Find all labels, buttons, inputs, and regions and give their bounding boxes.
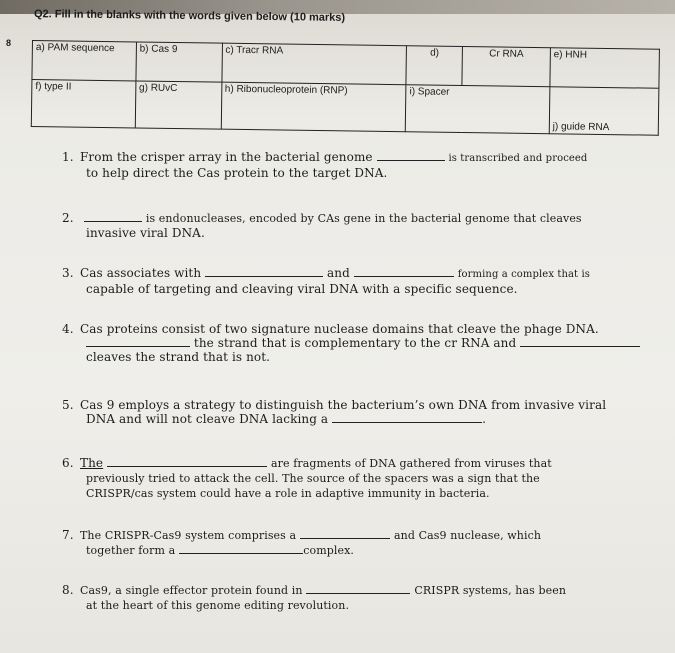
word-bank-cell: e) HNH	[550, 48, 660, 89]
question-number: 5.	[62, 398, 74, 412]
question-text: to help direct the Cas protein to the target DNA.	[86, 166, 388, 180]
question-text: Cas 9 employs a strategy to distinguish the bacterium’s own DNA from invasive viral	[80, 398, 607, 412]
word-bank-cell: g) RUvC	[135, 81, 221, 129]
answer-blank[interactable]	[84, 211, 142, 222]
question-number: 8.	[62, 583, 74, 597]
question-1	[62, 150, 662, 180]
question-5	[62, 398, 667, 426]
answer-blank[interactable]	[86, 336, 190, 347]
question-title: Q2. Fill in the blanks with the words given below (10 marks)	[33, 8, 346, 24]
question-6	[62, 456, 637, 501]
question-text: complex.	[303, 544, 355, 557]
word-bank-cell: h) Ribonucleoprotein (RNP)	[221, 82, 406, 132]
question-text: DNA and will not cleave DNA lacking a	[86, 412, 329, 426]
question-text: the strand that is complementary to the cr RNA and	[193, 336, 517, 350]
question-text: and Cas9 nuclease, which	[394, 529, 542, 542]
question-2	[62, 211, 662, 240]
question-text: The	[80, 456, 104, 470]
question-text: previously tried to attack the cell. The source of the spacers was a sign that the	[86, 472, 540, 485]
question-8	[62, 583, 647, 613]
question-number: 3.	[62, 266, 74, 280]
answer-blank[interactable]	[520, 336, 640, 347]
question-number: 6.	[62, 456, 74, 470]
answer-blank[interactable]	[377, 150, 445, 161]
word-bank-cell: j) guide RNA	[549, 87, 659, 136]
answer-blank[interactable]	[300, 528, 390, 539]
question-text: From the crisper array in the bacterial genome	[80, 150, 373, 164]
question-3	[62, 266, 662, 296]
word-bank-row	[31, 80, 659, 136]
answer-blank[interactable]	[179, 543, 303, 554]
question-text: CRISPR/cas system could have a role in adaptive immunity in bacteria.	[86, 487, 490, 500]
word-bank-cell: Cr RNA	[462, 47, 550, 87]
question-number: 7.	[62, 528, 74, 542]
word-bank-cell: d)	[406, 46, 463, 86]
answer-blank[interactable]	[107, 456, 267, 467]
answer-blank[interactable]	[306, 583, 410, 594]
question-text: and	[327, 266, 350, 280]
answer-blank[interactable]	[332, 412, 482, 423]
answer-blank[interactable]	[205, 266, 323, 277]
question-text: CRISPR systems, has been	[414, 584, 566, 597]
answer-blank[interactable]	[354, 266, 454, 277]
question-text: Cas associates with	[80, 266, 202, 280]
word-bank-cell: b) Cas 9	[136, 42, 222, 82]
side-mark: 8	[6, 38, 12, 48]
question-text: is endonucleases, encoded by CAs gene in the bacterial genome that cleaves	[145, 212, 582, 225]
question-7	[62, 528, 642, 558]
question-text: are fragments of DNA gathered from viruses that	[270, 457, 552, 470]
word-bank-cell: a) PAM sequence	[32, 41, 136, 81]
question-text: forming a complex that is	[457, 269, 590, 280]
question-number: 4.	[62, 322, 74, 336]
question-text: at the heart of this genome editing revolution.	[86, 599, 350, 612]
question-text: is transcribed and proceed	[448, 153, 588, 164]
question-text: cleaves the strand that is not.	[86, 350, 271, 364]
question-number: 2.	[62, 211, 74, 225]
word-bank-cell: i) Spacer	[405, 85, 549, 134]
word-bank-cell: c) Tracr RNA	[221, 43, 406, 85]
question-text: capable of targeting and cleaving viral DNA with a specific sequence.	[86, 282, 518, 296]
question-text: .	[482, 412, 487, 426]
question-text: Cas9, a single effector protein found in	[80, 584, 303, 597]
question-text: Cas proteins consist of two signature nuclease domains that cleave the phage DNA.	[80, 322, 599, 336]
word-bank-table	[31, 40, 660, 136]
question-text: invasive viral DNA.	[86, 226, 205, 240]
word-bank-cell: f) type II	[31, 80, 135, 128]
question-number: 1.	[62, 150, 74, 164]
question-4	[62, 322, 667, 364]
question-text: The CRISPR-Cas9 system comprises a	[80, 529, 297, 542]
question-text: together form a	[86, 544, 176, 557]
